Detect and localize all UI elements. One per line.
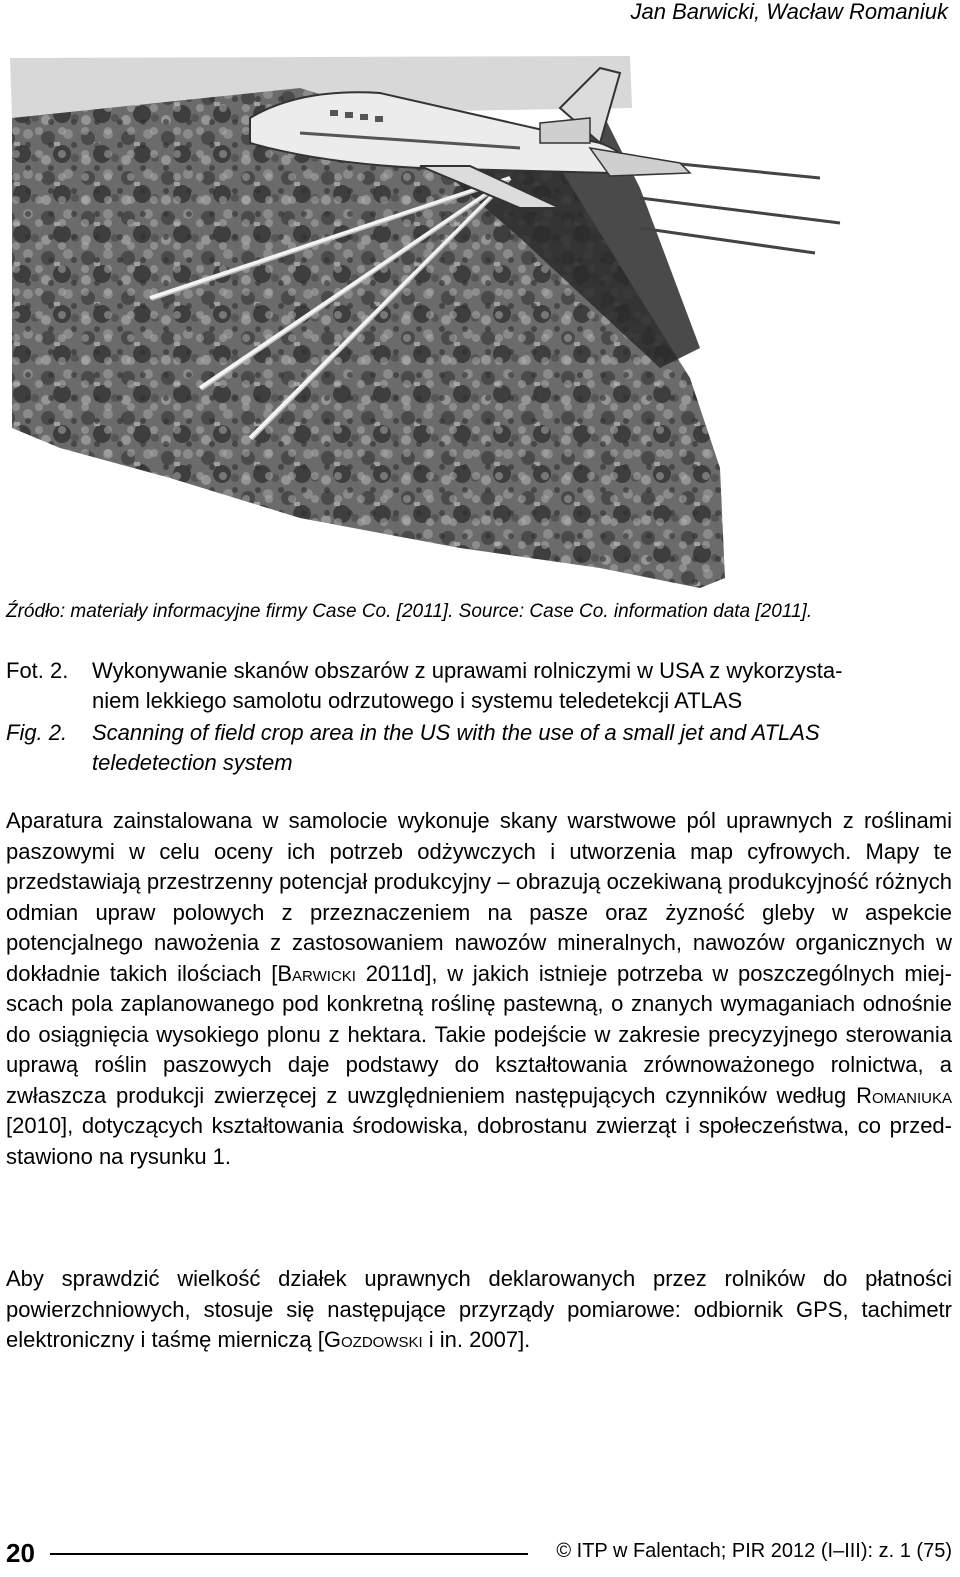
caption-pl-line1: Wykonywanie skanów obszarów z uprawami rolniczymi w USA z wykorzysta- [92, 658, 843, 683]
caption-english [6, 718, 952, 778]
paragraph1-text-c: [2010], dotyczących kształtowania środowiska, dobrostanu zwierząt i społeczeństwa, co przedstawiono na rysunku 1. [6, 1113, 952, 1169]
body-paragraph-2 [6, 1264, 952, 1356]
aircraft-scanning-photo-icon [0, 48, 960, 598]
citation-gozdowski: Gozdowski [323, 1327, 423, 1352]
footer-copyright: © ITP w Falentach; PIR 2012 (I–III): z. 1 (75) [556, 1540, 952, 1562]
page-number: 20 [6, 1538, 35, 1568]
caption-pl-label: Fot. 2. [6, 658, 69, 683]
caption-pl-line2: niem lekkiego samolotu odrzutowego i systemu teledetekcji ATLAS [92, 688, 743, 713]
caption-en-line2: teledetection system [92, 750, 293, 775]
paragraph1-text-a: Aparatura zainstalowana w samolocie wykonuje skany warstwowe pól uprawnych z roślinami paszowymi w celu oceny ich potrzeb odżywczych i utworzenia map cyfrowych. Mapy te przedstawiają przestrzenny potencjał produkcyjny – obrazują oczekiwaną produkcyjność różnych odmian upraw polowych z przeznaczeniem na pasze oraz żyzność gleby w aspekcie potencjalnego nawożenia z zastosowaniem nawozów mineralnych, nawozów organicznych w dokładnie takich ilościach [ [6, 808, 952, 986]
caption-en-line1: Scanning of field crop area in the US with the use of a small jet and ATLAS [92, 720, 820, 745]
caption-en-label: Fig. 2. [6, 720, 68, 745]
caption-polish [6, 656, 952, 716]
citation-romaniuka: Romaniuka [856, 1082, 952, 1108]
figure-source: Źródło: materiały informacyjne firmy Case Co. [2011]. Source: Case Co. information data [2011]. [6, 601, 813, 622]
figure-aircraft-scan-photo [0, 48, 960, 598]
body-paragraph-1 [6, 806, 952, 1172]
running-header: Jan Barwicki, Wacław Romaniuk [630, 0, 948, 24]
paragraph1-text-b: 2011d], w jakich istnieje potrzeba w poszczególnych miejscach pola zaplanowanego pod konkretną roślinę pastewną, o znanych wymaganiach odnośnie do osiągnięcia wysokiego plonu z hektara. Takie podejście w zakresie precyzyjnego sterowania uprawą roślin paszowych daje podstawy do kształtowania zrównoważonego rolnictwa, a zwłaszcza produkcji zwierzęcej z uwzględnieniem następujących czynników według [6, 960, 952, 1108]
paragraph2-text-a: Aby sprawdzić wielkość działek uprawnych deklarowanych przez rolników do płatności powierzchniowych, stosuje się następujące przyrządy pomiarowe: odbiornik GPS, tachimetr elektroniczny i taśmę mierniczą [ [6, 1266, 952, 1352]
citation-barwicki: Barwicki [277, 960, 356, 986]
footer-rule [50, 1553, 528, 1555]
paragraph2-text-b: i in. 2007]. [422, 1327, 531, 1352]
